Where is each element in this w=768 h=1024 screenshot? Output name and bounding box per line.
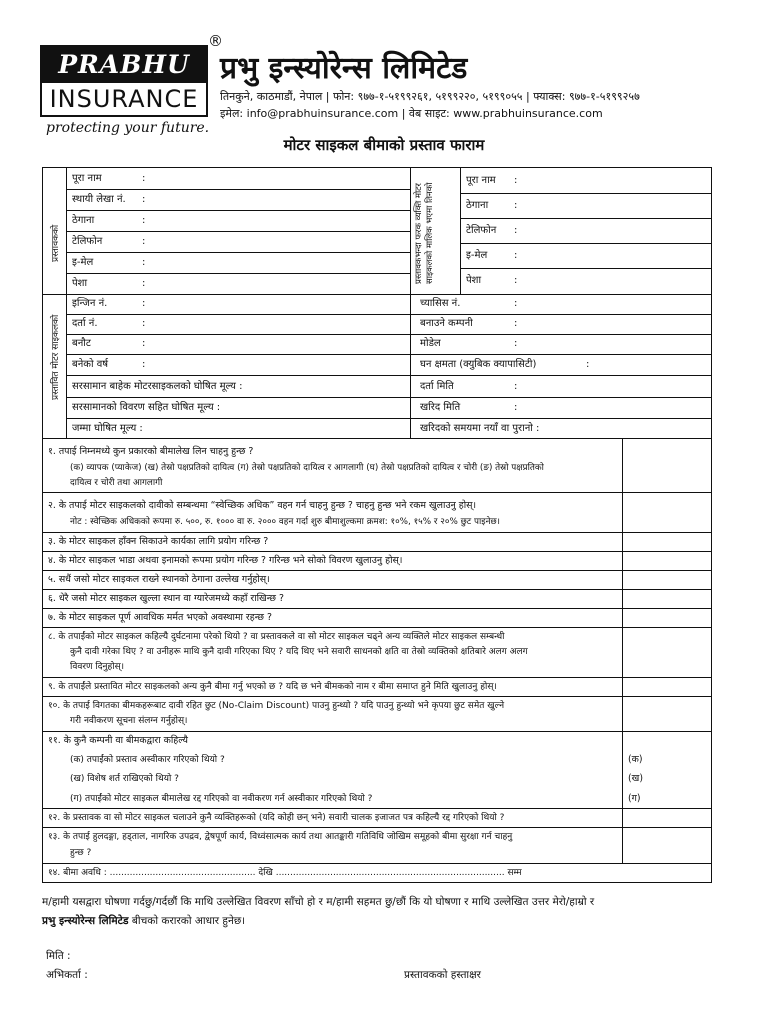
question-11a: (क) तपाईंको प्रस्ताव अस्वीकार गरिएको थियो ? xyxy=(70,755,225,765)
colon: : xyxy=(142,338,146,349)
colon: : xyxy=(142,194,146,205)
question-1-options-cont: दायित्व र चोरी तथा आगलागी xyxy=(70,478,163,488)
declared-value-with-accessories-label: सरसामानको विवरण सहित घोषित मूल्य : xyxy=(72,402,221,413)
registered-mark: ® xyxy=(208,32,223,50)
owner-label-full-name: पूरा नाम xyxy=(466,175,496,186)
colon: : xyxy=(142,298,146,309)
registration-date-label: दर्ता मिति xyxy=(420,381,454,392)
field-label-email: इ-मेल xyxy=(72,257,94,268)
colon: : xyxy=(514,298,518,309)
colon: : xyxy=(142,215,146,226)
question-11b-tag: (ख) xyxy=(628,773,643,784)
colon: : xyxy=(514,175,518,186)
colon: : xyxy=(142,359,146,370)
owner-label-telephone: टेलिफोन xyxy=(466,225,497,236)
colon: : xyxy=(514,402,518,413)
field-label-full-name: पूरा नाम xyxy=(72,173,102,184)
question-2-note: नोट : स्वेच्छिक अधिकको रूपमा रु. ५००, रु. १००० वा रु. २००० वहन गर्दा शुरु बीमाशुल्कमा क्रमश: १०%, १५% र २०% छुट पाइनेछ। xyxy=(70,517,500,527)
colon: : xyxy=(586,359,590,370)
logo-text-bottom: INSURANCE xyxy=(49,85,199,113)
question-14-policy-period: १४. बीमा अवधि : ................................................... देखि ................................................................................ सम्म xyxy=(48,868,522,878)
total-declared-value-label: जम्मा घोषित मूल्य : xyxy=(72,423,143,434)
year-of-manufacture-label: बनेको वर्ष xyxy=(72,359,109,370)
chassis-no-label: च्यासिस नं. xyxy=(420,298,461,309)
field-label-address: ठेगाना xyxy=(72,215,95,226)
field-label-pan: स्थायी लेखा नं. xyxy=(72,194,126,205)
question-10: १०. के तपाई विगतका बीमकहरूबाट दावी रहित छुट (No-Claim Discount) पाउनु हुन्थ्यो ? यदि पाउनु हुन्थ्यो भने कृपया छुट समेत खुल्ने xyxy=(48,701,505,711)
vehicle-side-label: प्रस्तावित मोटर साइकलको xyxy=(51,314,61,400)
question-11c: (ग) तपाईंको मोटर साइकल बीमालेख रद्द गरिएको वा नवीकरण गर्न अस्वीकार गरिएको थियो ? xyxy=(70,794,373,804)
colon: : xyxy=(142,318,146,329)
field-label-occupation: पेशा xyxy=(72,278,88,289)
colon: : xyxy=(514,200,518,211)
question-1-options: (क) व्यापक (प्याकेज) (ख) तेस्रो पक्षप्रतिको दायित्व (ग) तेस्रो पक्षप्रतिको दायित्व र आगलागी (घ) तेस्रो पक्षप्रतिको दायित्व र चोरी (ङ) तेस्रो पक्षप्रतिको xyxy=(70,463,544,473)
question-11b: (ख) विशेष शर्त राखिएको थियो ? xyxy=(70,774,179,784)
declaration-company-name: प्रभु इन्स्योरेन्स लिमिटेड xyxy=(42,915,129,927)
question-13-cont: हुन्छ ? xyxy=(70,848,92,858)
colon: : xyxy=(142,236,146,247)
company-contact: इमेल: info@prabhuinsurance.com | वेब साइट: www.prabhuinsurance.com xyxy=(220,107,603,120)
registration-no-label: दर्ता नं. xyxy=(72,318,98,329)
colon: : xyxy=(514,318,518,329)
colon: : xyxy=(514,250,518,261)
colon: : xyxy=(514,225,518,236)
date-label: मिति : xyxy=(46,950,71,962)
company-logo xyxy=(40,45,208,117)
purchase-date-label: खरिद मिति xyxy=(420,402,461,413)
colon: : xyxy=(142,173,146,184)
agent-label: अभिकर्ता : xyxy=(46,969,88,981)
colon: : xyxy=(514,338,518,349)
colon: : xyxy=(142,257,146,268)
question-8-cont-2: विवरण दिनुहोस्। xyxy=(70,662,125,672)
tagline: protecting your future. xyxy=(46,120,210,136)
question-11: ११. के कुनै कम्पनी वा बीमकद्वारा कहिल्यै xyxy=(48,735,188,746)
engine-no-label: इन्जिन नं. xyxy=(72,298,108,309)
question-9: ९. के तपाईंले प्रस्तावित मोटर साइकलको अन्य कुनै बीमा गर्नु भएको छ ? यदि छ भने बीमकको नाम र बीमा समाप्त हुने मिति खुलाउनु होस्। xyxy=(48,682,497,692)
company-address: तिनकुने, काठमाडौं, नेपाल | फोन: ९७७-१-५१९९२६१, ५१९९२२०, ५१९९०५५ | फ्याक्स: ९७७-१-५१९९२५७ xyxy=(220,90,640,103)
declaration-line-2: बीचको करारको आधार हुनेछ। xyxy=(128,915,246,927)
proposer-side-label: प्रस्तावकको xyxy=(51,224,61,262)
question-5: ५. सधैं जसो मोटर साइकल राख्ने स्थानको ठेगाना उल्लेख गर्नुहोस्। xyxy=(48,574,270,585)
question-2: २. के तपाई मोटर साइकलको दावीको सम्बन्धमा “स्वेच्छिक अधिक” वहन गर्न चाहनु हुन्छ ? चाहनु हुन्छ भने रकम खुलाउनु होस्। xyxy=(48,500,477,511)
company-name: प्रभु इन्स्योरेन्स लिमिटेड xyxy=(220,51,468,86)
field-label-telephone: टेलिफोन xyxy=(72,236,103,247)
colon: : xyxy=(142,278,146,289)
question-12: १२. के प्रस्तावक वा सो मोटर साइकल चलाउने कुनै व्यक्तिहरूको (यदि कोही छन् भने) सवारी चालक इजाजत पत्र कहिल्यै रद्द गरिएको थियो ? xyxy=(48,813,505,823)
make-label: बनौट xyxy=(72,338,91,349)
question-11c-tag: (ग) xyxy=(628,793,641,804)
colon: : xyxy=(514,381,518,392)
declaration xyxy=(42,893,732,931)
declared-value-excluding-accessories-label: सरसामान बाहेक मोटरसाइकलको घोषित मूल्य : xyxy=(72,381,243,392)
question-6: ६. धेरै जसो मोटर साइकल खुल्ला स्थान वा ग्यारेजमध्ये कहाँ राखिन्छ ? xyxy=(48,593,284,604)
proposer-signature-label: प्रस्तावकको हस्ताक्षर xyxy=(404,969,481,981)
question-1: १. तपाई निम्नमध्ये कुन प्रकारको बीमालेख लिन चाहनु हुन्छ ? xyxy=(48,446,254,457)
question-11a-tag: (क) xyxy=(628,754,643,765)
question-3: ३. के मोटर साइकल हाँक्न सिकाउने कार्यका लागि प्रयोग गरिन्छ ? xyxy=(48,536,269,547)
owner-label-occupation: पेशा xyxy=(466,275,482,286)
question-8: ८. के तपाईंको मोटर साइकल कहिल्यै दुर्घटनामा परेको थियो ? वा प्रस्तावकले वा सो मोटर साइकल चढ्ने अन्य व्यक्तिले मोटर साइकल सम्बन्धी xyxy=(48,632,505,642)
owner-side-label: प्रस्तावकभन्दा फरक व्यक्ति मोटर साइकलको मालिक भएमा तिनको xyxy=(414,182,435,284)
new-or-used-label: खरिदको समयमा नयाँ वा पुरानो : xyxy=(420,423,540,434)
declaration-line-1: म/हामी यसद्वारा घोषणा गर्दछु/गर्दछौं कि माथि उल्लेखित विवरण साँचो हो र म/हामी सहमत छु/छौं कि यो घोषणा र माथि उल्लेखित उत्तर मेरो/हाम्रो र xyxy=(42,896,595,908)
manufacturer-label: बनाउने कम्पनी xyxy=(420,318,473,329)
colon: : xyxy=(514,275,518,286)
logo-text-top: PRABHU xyxy=(42,47,206,83)
cubic-capacity-label: घन क्षमता (क्युबिक क्यापासिटी) xyxy=(420,359,537,370)
form-title: मोटर साइकल बीमाको प्रस्ताव फाराम xyxy=(283,136,485,154)
question-7: ७. के मोटर साइकल पूर्ण आवधिक मर्मत भएको अवस्थामा रहन्छ ? xyxy=(48,612,272,623)
owner-label-address: ठेगाना xyxy=(466,200,489,211)
question-8-cont: कुनै दावी गरेका थिए ? वा उनीहरू माथि कुनै दावी गरिएका थिए ? यदि थिए भने सवारी साधनको क्षति वा तेस्रो व्यक्तिको क्षतिबारे अलग अलग xyxy=(70,647,528,657)
owner-label-email: इ-मेल xyxy=(466,250,488,261)
question-4: ४. के मोटर साइकल भाडा अथवा इनामको रूपमा प्रयोग गरिन्छ ? गरिन्छ भने सोको विवरण खुलाउनु होस्। xyxy=(48,555,403,566)
question-10-cont: गरी नवीकरण सूचना संलग्न गर्नुहोस्। xyxy=(70,716,188,726)
question-13: १३. के तपाई हुलदङ्गा, हड्ताल, नागरिक उपद्रव, द्वेषपूर्ण कार्य, विध्वंसात्मक कार्य तथा आतङ्कारी गतिविधि जोखिम समूहको बीमा सुरक्षा गर्न चाहनु xyxy=(48,832,513,842)
model-label: मोडेल xyxy=(420,338,441,349)
